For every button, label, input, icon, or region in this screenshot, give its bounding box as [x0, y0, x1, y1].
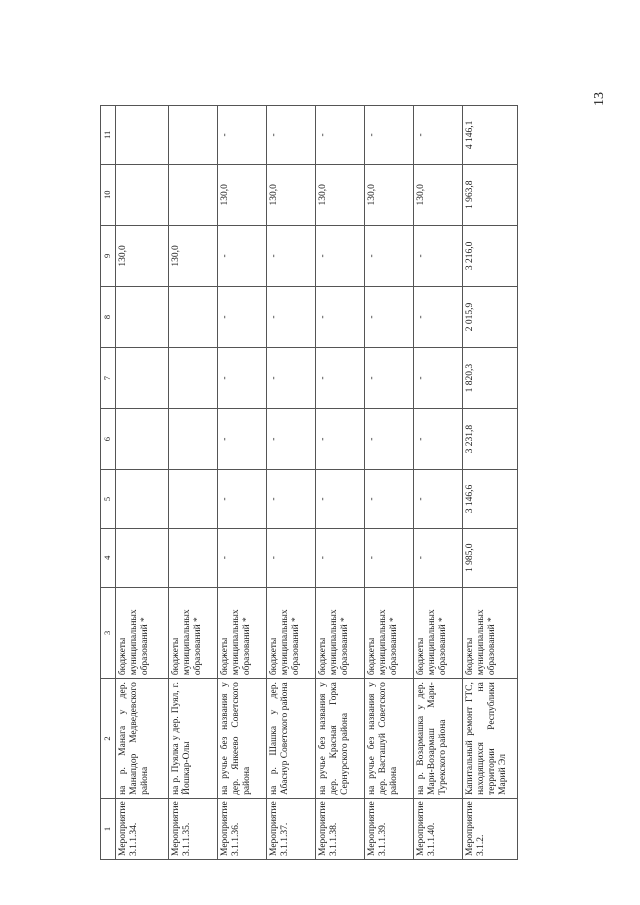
- table-cell-col-5: -: [316, 470, 365, 529]
- table-cell-col-6: 3 231,8: [463, 409, 518, 470]
- table-cell-col-9: -: [414, 225, 463, 286]
- header-row: [101, 106, 116, 860]
- table-cell-col-8: -: [365, 286, 414, 347]
- table-cell-col-2: на р. Возармашка у дер. Мари-Возармаш Мари-Турекского района: [414, 679, 463, 799]
- table-cell-col-6: [169, 409, 218, 470]
- table-cell-col-5: -: [414, 470, 463, 529]
- table-cell-col-11: -: [365, 106, 414, 165]
- table-cell-col-11: [169, 106, 218, 165]
- header-cell: 1: [101, 798, 116, 859]
- table-cell-col-4: [116, 528, 169, 587]
- table-cell-col-3: бюджеты муниципальных образований *: [116, 587, 169, 679]
- table-cell-col-5: -: [365, 470, 414, 529]
- table-cell-col-2: на р. Пуялка у дер. Пуял, г. Йошкар-Олы: [169, 679, 218, 799]
- table-cell-col-11: -: [218, 106, 267, 165]
- table-cell-col-6: -: [414, 409, 463, 470]
- table-row: [267, 106, 316, 860]
- table-cell-col-10: 130,0: [267, 164, 316, 225]
- table-cell-col-8: -: [414, 286, 463, 347]
- table-cell-col-9: 3 216,0: [463, 225, 518, 286]
- table-row: [414, 106, 463, 860]
- table-cell-col-11: -: [316, 106, 365, 165]
- table-cell-col-10: 130,0: [218, 164, 267, 225]
- header-cell: 4: [101, 528, 116, 587]
- table-cell-col-9: -: [267, 225, 316, 286]
- table-cell-col-7: -: [218, 348, 267, 409]
- table-cell-col-1: Мероприятие 3.1.2.: [463, 798, 518, 859]
- table-row: [169, 106, 218, 860]
- table-cell-col-6: -: [218, 409, 267, 470]
- table-cell-col-9: -: [316, 225, 365, 286]
- table-cell-col-2: Капитальный ремонт ГТС, находящихся на территории Республики Марий Эл: [463, 679, 518, 799]
- table-cell-col-7: [169, 348, 218, 409]
- header-cell: 11: [101, 106, 116, 165]
- table-cell-col-3: бюджеты муниципальных образований *: [414, 587, 463, 679]
- table-cell-col-2: на ручье без названия у дер. Васташуй Советского района: [365, 679, 414, 799]
- table-cell-col-1: Мероприятие 3.1.1.34.: [116, 798, 169, 859]
- table-cell-col-9: -: [365, 225, 414, 286]
- table-cell-col-8: [116, 286, 169, 347]
- table-cell-col-1: Мероприятие 3.1.1.39.: [365, 798, 414, 859]
- table-cell-col-11: [116, 106, 169, 165]
- table-cell-col-5: [169, 470, 218, 529]
- budget-table: [100, 105, 518, 860]
- header-cell: 9: [101, 225, 116, 286]
- table-cell-col-3: бюджеты муниципальных образований *: [316, 587, 365, 679]
- table-cell-col-5: -: [267, 470, 316, 529]
- table-cell-col-4: 1 985,0: [463, 528, 518, 587]
- table-row: [365, 106, 414, 860]
- table-cell-col-5: [116, 470, 169, 529]
- table-cell-col-10: [116, 164, 169, 225]
- table-cell-col-3: бюджеты муниципальных образований *: [169, 587, 218, 679]
- table-cell-col-11: -: [267, 106, 316, 165]
- table-cell-col-6: -: [316, 409, 365, 470]
- table-cell-col-7: -: [267, 348, 316, 409]
- table-cell-col-7: -: [316, 348, 365, 409]
- table-cell-col-6: [116, 409, 169, 470]
- table-cell-col-3: бюджеты муниципальных образований *: [463, 587, 518, 679]
- table-cell-col-7: -: [414, 348, 463, 409]
- table-cell-col-9: -: [218, 225, 267, 286]
- table-cell-col-8: 2 015,9: [463, 286, 518, 347]
- table-cell-col-10: 130,0: [316, 164, 365, 225]
- table-cell-col-2: на ручье без названия у дер. Красная Горка Сернурского района: [316, 679, 365, 799]
- table-cell-col-4: -: [365, 528, 414, 587]
- table-cell-col-9: 130,0: [116, 225, 169, 286]
- table-cell-col-2: на р. Шашка у дер. Абаснур Советского района: [267, 679, 316, 799]
- header-cell: 7: [101, 348, 116, 409]
- table-cell-col-11: 4 146,1: [463, 106, 518, 165]
- table-cell-col-7: -: [365, 348, 414, 409]
- table-cell-col-8: -: [267, 286, 316, 347]
- table-cell-col-7: 1 820,3: [463, 348, 518, 409]
- table-cell-col-3: бюджеты муниципальных образований *: [365, 587, 414, 679]
- table-cell-col-10: [169, 164, 218, 225]
- table-row: [218, 106, 267, 860]
- header-cell: 10: [101, 164, 116, 225]
- header-cell: 2: [101, 679, 116, 799]
- table-cell-col-2: на ручье без названия у дер. Янкеево Советского района: [218, 679, 267, 799]
- header-cell: 3: [101, 587, 116, 679]
- table-cell-col-3: бюджеты муниципальных образований *: [218, 587, 267, 679]
- table-cell-col-9: 130,0: [169, 225, 218, 286]
- table-cell-col-1: Мероприятие 3.1.1.40.: [414, 798, 463, 859]
- table-cell-col-1: Мероприятие 3.1.1.35.: [169, 798, 218, 859]
- header-cell: 5: [101, 470, 116, 529]
- table-cell-col-4: [169, 528, 218, 587]
- header-cell: 6: [101, 409, 116, 470]
- table-cell-col-8: -: [316, 286, 365, 347]
- table-cell-col-1: Мероприятие 3.1.1.37.: [267, 798, 316, 859]
- table-cell-col-6: -: [267, 409, 316, 470]
- table-cell-col-11: -: [414, 106, 463, 165]
- table-cell-col-2: на р. Манага у дер. Манапдор Медведевского района: [116, 679, 169, 799]
- table-cell-col-4: -: [414, 528, 463, 587]
- table-cell-col-10: 1 963,8: [463, 164, 518, 225]
- table-cell-col-4: -: [218, 528, 267, 587]
- table-cell-col-1: Мероприятие 3.1.1.36.: [218, 798, 267, 859]
- table-cell-col-1: Мероприятие 3.1.1.38.: [316, 798, 365, 859]
- table-cell-col-5: -: [218, 470, 267, 529]
- table-row: [116, 106, 169, 860]
- table-cell-col-8: -: [218, 286, 267, 347]
- table-row: [316, 106, 365, 860]
- table-cell-col-5: 3 146,6: [463, 470, 518, 529]
- page-number: 13: [592, 92, 607, 106]
- table-cell-col-4: -: [316, 528, 365, 587]
- table-cell-col-7: [116, 348, 169, 409]
- table-cell-col-4: -: [267, 528, 316, 587]
- table-row: [463, 106, 518, 860]
- header-cell: 8: [101, 286, 116, 347]
- rotated-table-sheet: [100, 105, 510, 860]
- table-cell-col-6: -: [365, 409, 414, 470]
- table-cell-col-3: бюджеты муниципальных образований *: [267, 587, 316, 679]
- table-cell-col-10: 130,0: [365, 164, 414, 225]
- table-cell-col-8: [169, 286, 218, 347]
- table-cell-col-10: 130,0: [414, 164, 463, 225]
